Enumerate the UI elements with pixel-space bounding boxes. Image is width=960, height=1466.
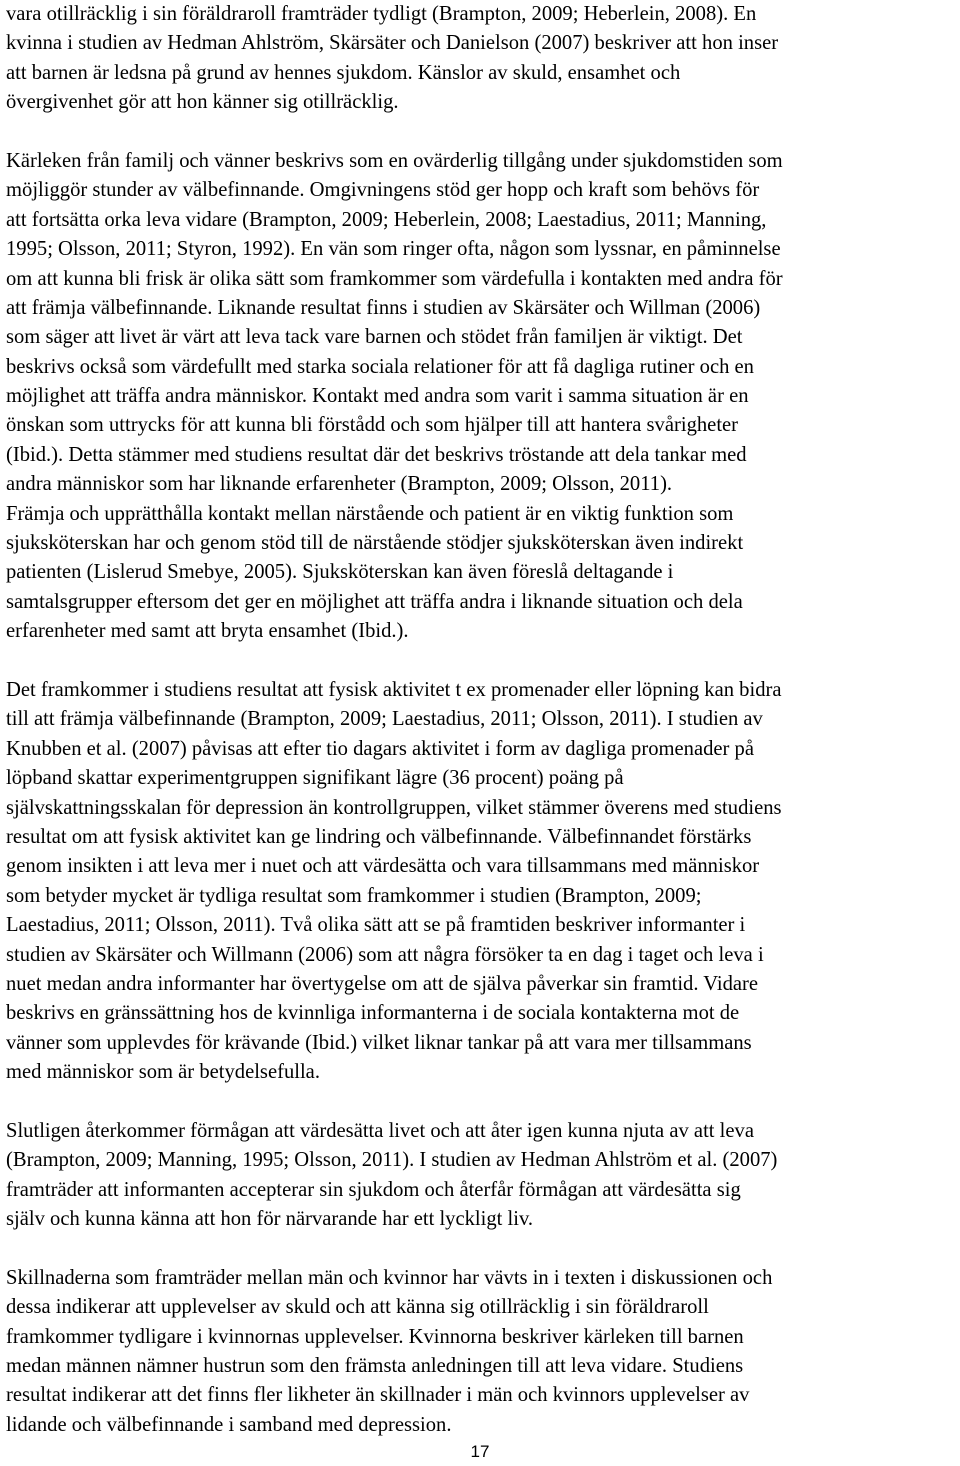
text-line: sjuksköterskan har och genom stöd till de närstående stödjer sjuksköterskan även indirekt <box>6 532 744 555</box>
text-line: att fortsätta orka leva vidare (Brampton, 2009; Heberlein, 2008; Laestadius, 2011; Manning, <box>6 208 767 231</box>
text-line: Kärleken från familj och vänner beskrivs som en ovärderlig tillgång under sjukdomstiden som <box>6 149 783 172</box>
text-line: genom insikten i att leva mer i nuet och att värdesätta och vara tillsammans med människor <box>6 855 760 878</box>
text-line: lidande och välbefinnande i samband med depression. <box>6 1413 452 1436</box>
text-line: som betyder mycket är tydliga resultat som framkommer i studien (Brampton, 2009; <box>6 884 702 907</box>
text-line: löpband skattar experimentgruppen signifikant lägre (36 procent) poäng på <box>6 767 624 790</box>
text-line: vara otillräcklig i sin föräldraroll framträder tydligt (Brampton, 2009; Heberlein, 2008). En <box>6 3 757 25</box>
text-line: Slutligen återkommer förmågan att värdesätta livet och att åter igen kunna njuta av att leva <box>6 1119 754 1142</box>
paragraph-4 <box>6 1117 954 1235</box>
text-line: kvinna i studien av Hedman Ahlström, Skärsäter och Danielson (2007) beskriver att hon inser <box>6 32 779 55</box>
text-line: (Ibid.). Detta stämmer med studiens resultat där det beskrivs tröstande att dela tankar med <box>6 443 747 466</box>
paragraph-3 <box>6 676 954 1087</box>
text-line: Det framkommer i studiens resultat att fysisk aktivitet t ex promenader eller löpning kan bidra <box>6 678 782 701</box>
text-line: Främja och upprätthålla kontakt mellan närstående och patient är en viktig funktion som <box>6 502 734 525</box>
text-line: själv och kunna känna att hon för närvarande har ett lyckligt liv. <box>6 1208 534 1231</box>
paragraph-spacer <box>6 1087 954 1116</box>
paragraph-2 <box>6 147 954 647</box>
text-line: samtalsgrupper eftersom det ger en möjlighet att träffa andra i liknande situation och dela <box>6 590 743 613</box>
text-line: Laestadius, 2011; Olsson, 2011). Två olika sätt att se på framtiden beskriver informanter i <box>6 914 746 937</box>
text-line: till att främja välbefinnande (Brampton, 2009; Laestadius, 2011; Olsson, 2011). I studien av <box>6 708 763 731</box>
text-line: självskattningsskalan för depression än kontrollgruppen, vilket stämmer överens med studiens <box>6 796 782 819</box>
text-line: dessa indikerar att upplevelser av skuld och att känna sig otillräcklig i sin föräldraroll <box>6 1296 709 1319</box>
text-line: möjlighet att träffa andra människor. Kontakt med andra som varit i samma situation är en <box>6 385 749 408</box>
paragraph-spacer <box>6 1234 954 1263</box>
page-number: 17 <box>470 1442 490 1461</box>
text-line: Skillnaderna som framträder mellan män och kvinnor har vävts in i texten i diskussionen och <box>6 1266 773 1289</box>
text-line: övergivenhet gör att hon känner sig otillräcklig. <box>6 91 399 114</box>
text-line: önskan som uttrycks för att kunna bli förstådd och som hjälper till att hantera svårigheter <box>6 414 739 437</box>
text-line: 1995; Olsson, 2011; Styron, 1992). En vän som ringer ofta, någon som lyssnar, en påminnelse <box>6 238 781 261</box>
paragraph-spacer <box>6 118 954 147</box>
text-line: att barnen är ledsna på grund av hennes sjukdom. Känslor av skuld, ensamhet och <box>6 61 681 84</box>
text-line: resultat om att fysisk aktivitet kan ge lindring och välbefinnande. Välbefinnandet förstärks <box>6 825 752 848</box>
paragraph-spacer <box>6 647 954 676</box>
text-line: (Brampton, 2009; Manning, 1995; Olsson, 2011). I studien av Hedman Ahlström et al. (2007) <box>6 1149 778 1172</box>
text-line: beskrivs också som värdefullt med starka sociala relationer för att få dagliga rutiner och en <box>6 355 754 378</box>
paragraph-5 <box>6 1264 954 1440</box>
text-line: att främja välbefinnande. Liknande resultat finns i studien av Skärsäter och Willman (2006) <box>6 296 761 319</box>
text-line: studien av Skärsäter och Willmann (2006) som att några försöker ta en dag i taget och leva i <box>6 943 764 966</box>
text-line: patienten (Lislerud Smebye, 2005). Sjuksköterskan kan även föreslå deltagande i <box>6 561 674 584</box>
text-line: som säger att livet är värt att leva tack vare barnen och stödet från familjen är viktigt. Det <box>6 326 743 349</box>
text-line: framträder att informanten accepterar sin sjukdom och återfår förmågan att värdesätta sig <box>6 1178 741 1201</box>
document-page <box>6 0 954 1440</box>
text-line: resultat indikerar att det finns fler likheter än skillnader i män och kvinnors upplevelser av <box>6 1384 750 1407</box>
text-line: om att kunna bli frisk är olika sätt som framkommer som värdefulla i kontakten med andra för <box>6 267 783 290</box>
text-line: vänner som upplevdes för krävande (Ibid.) vilket liknar tankar på att vara mer tillsammans <box>6 1031 752 1054</box>
text-line: nuet medan andra informanter har övertygelse om att de själva påverkar sin framtid. Vidare <box>6 972 759 995</box>
text-line: erfarenheter med samt att bryta ensamhet (Ibid.). <box>6 620 409 643</box>
text-line: beskrivs en gränssättning hos de kvinnliga informanterna i de sociala kontakterna mot de <box>6 1002 740 1025</box>
text-line: möjliggör stunder av välbefinnande. Omgivningens stöd ger hopp och kraft som behövs för <box>6 179 760 202</box>
text-line: med människor som är betydelsefulla. <box>6 1061 320 1084</box>
paragraph-1 <box>6 0 954 118</box>
text-line: framkommer tydligare i kvinnornas upplevelser. Kvinnorna beskriver kärleken till barnen <box>6 1325 744 1348</box>
text-line: Knubben et al. (2007) påvisas att efter tio dagars aktivitet i form av dagliga promenader på <box>6 737 754 760</box>
text-line: medan männen nämner hustrun som den främsta anledningen till att leva vidare. Studiens <box>6 1354 744 1377</box>
text-line: andra människor som har liknande erfarenheter (Brampton, 2009; Olsson, 2011). <box>6 473 673 496</box>
